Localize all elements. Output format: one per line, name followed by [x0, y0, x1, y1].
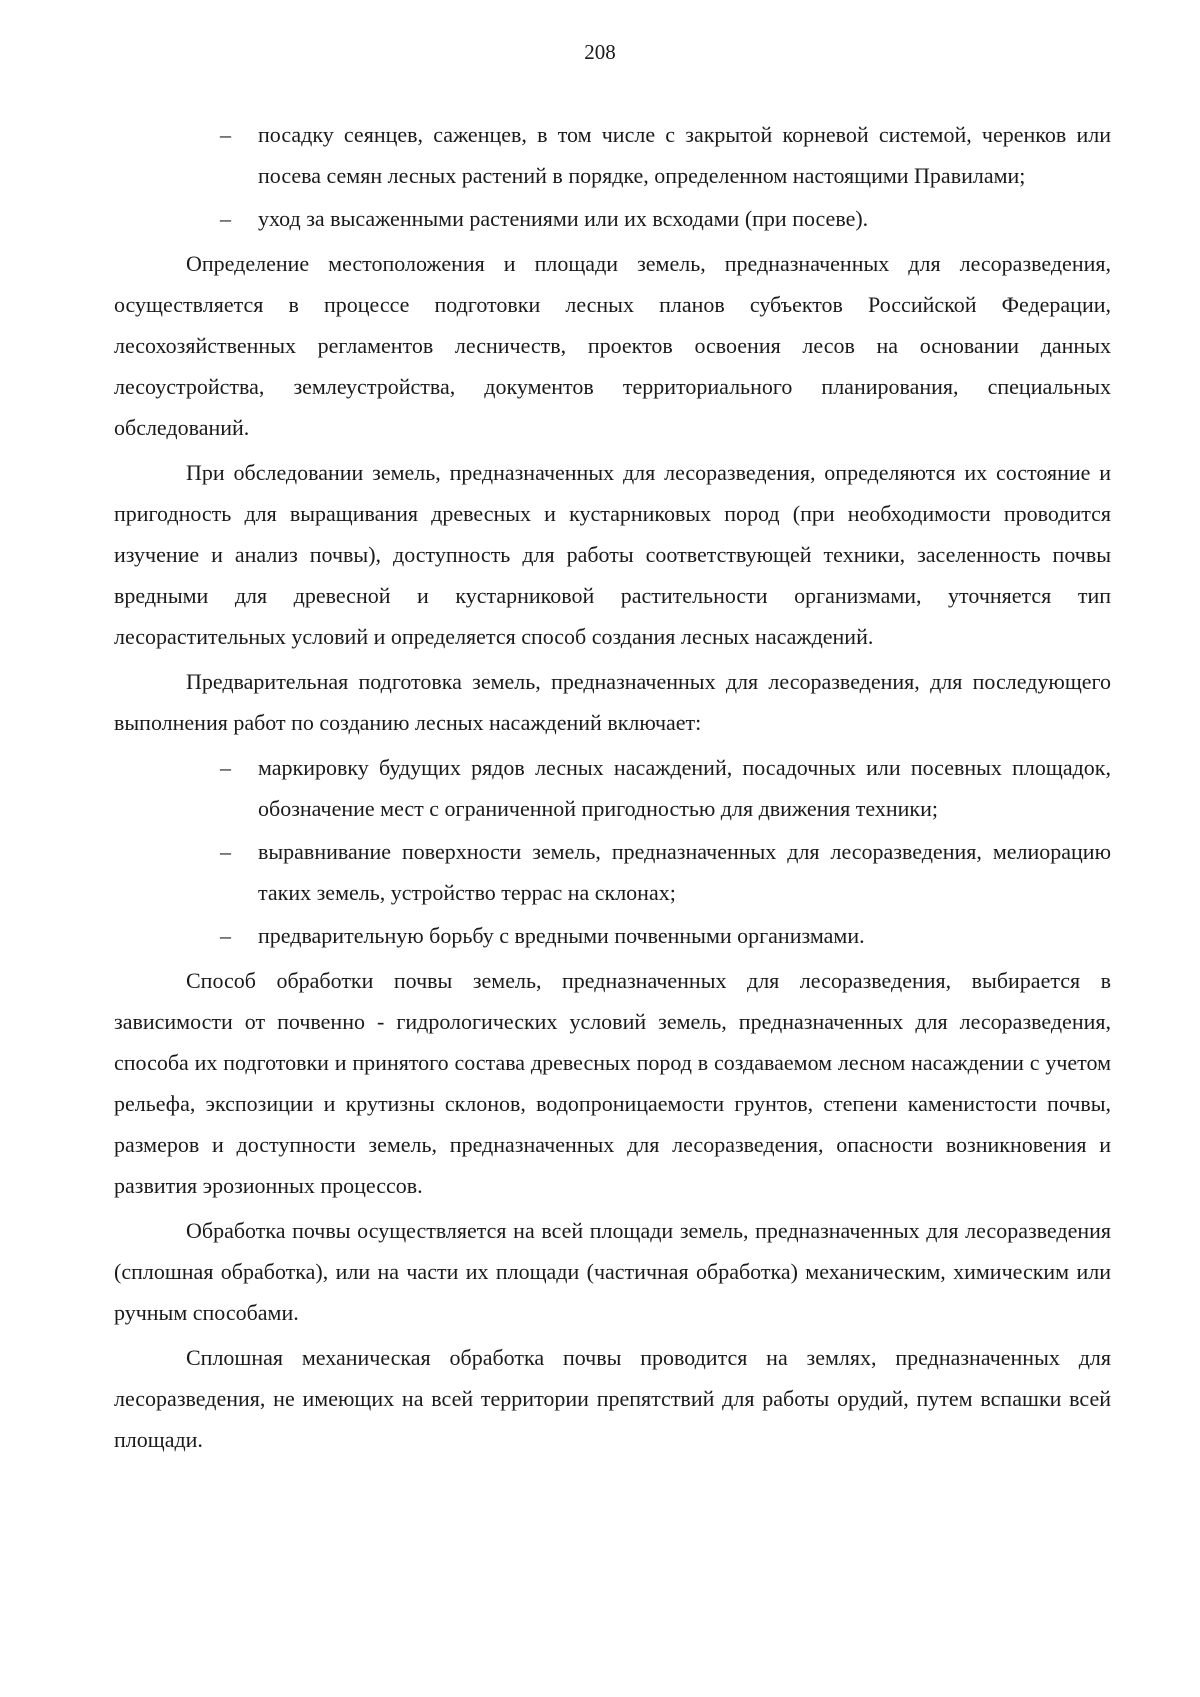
list-item-text: уход за высаженными растениями или их всходами (при посеве). [258, 206, 869, 231]
list-item-text: маркировку будущих рядов лесных насаждений, посадочных или посевных площадок, обозначение мест с ограниченной пригодностью для движения техники; [258, 755, 1111, 821]
list-item-text: выравнивание поверхности земель, предназначенных для лесоразведения, мелиорацию таких земель, устройство террас на склонах; [258, 839, 1111, 905]
list-item-text: предварительную борьбу с вредными почвенными организмами. [258, 923, 865, 948]
paragraph-location-definition: Определение местоположения и площади земель, предназначенных для лесоразведения, осуществляется в процессе подготовки лесных планов субъектов Российской Федерации, лесохозяйственных регламентов лесничеств, проектов освоения лесов на основании данных лесоустройства, землеустройства, документов территориального планирования, специальных обследований. [114, 251, 1111, 440]
page-content [114, 114, 1111, 1464]
dash-bullet: – [220, 839, 231, 864]
list-item [114, 915, 1111, 956]
paragraph-mechanical-treatment: Сплошная механическая обработка почвы проводится на землях, предназначенных для лесоразведения, не имеющих на всей территории препятствий для работы орудий, путем вспашки всей площади. [114, 1345, 1111, 1452]
dash-bullet: – [220, 206, 231, 231]
dash-bullet: – [220, 755, 231, 780]
list-item-text: посадку сеянцев, саженцев, в том числе с закрытой корневой системой, черенков или посева семян лесных растений в порядке, определенном настоящими Правилами; [258, 122, 1111, 188]
paragraph-soil-treatment-method: Способ обработки почвы земель, предназначенных для лесоразведения, выбирается в зависимости от почвенно - гидрологических условий земель, предназначенных для лесоразведения, способа их подготовки и принятого состава древесных пород в создаваемом лесном насаждении с учетом рельефа, экспозиции и крутизны склонов, водопроницаемости грунтов, степени каменистости почвы, размеров и доступности земель, предназначенных для лесоразведения, опасности возникновения и развития эрозионных процессов. [114, 968, 1111, 1198]
list-item [114, 114, 1111, 196]
dash-bullet: – [220, 923, 231, 948]
paragraph-soil-treatment-area: Обработка почвы осуществляется на всей площади земель, предназначенных для лесоразведения (сплошная обработка), или на части их площади (частичная обработка) механическим, химическим или ручным способами. [114, 1218, 1111, 1325]
list-item [114, 747, 1111, 829]
list-item [114, 831, 1111, 913]
page-number: 208 [584, 40, 616, 64]
paragraph-preliminary-preparation: Предварительная подготовка земель, предназначенных для лесоразведения, для последующего выполнения работ по созданию лесных насаждений включает: [114, 669, 1111, 735]
top-bullet-list [114, 114, 1111, 239]
paragraph-land-survey: При обследовании земель, предназначенных для лесоразведения, определяются их состояние и пригодность для выращивания древесных и кустарниковых пород (при необходимости проводится изучение и анализ почвы), доступность для работы соответствующей техники, заселенность почвы вредными для древесной и кустарниковой растительности организмами, уточняется тип лесорастительных условий и определяется способ создания лесных насаждений. [114, 460, 1111, 649]
dash-bullet: – [220, 122, 231, 147]
list-item [114, 198, 1111, 239]
middle-bullet-list [114, 747, 1111, 956]
